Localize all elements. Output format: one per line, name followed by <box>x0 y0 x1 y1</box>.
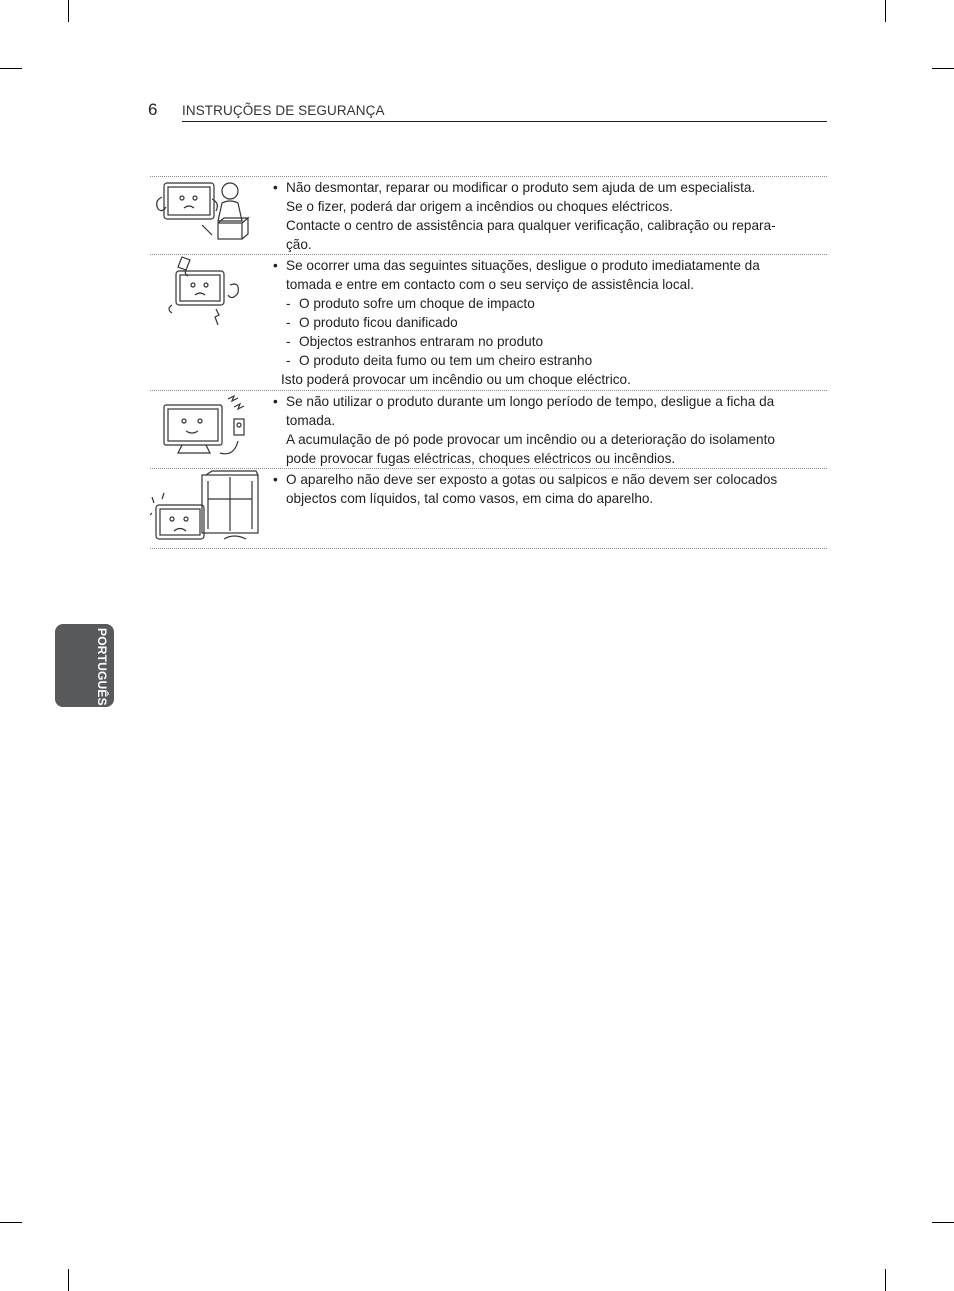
bullet-item: • Não desmontar, reparar ou modificar o produto sem ajuda de um especialista. <box>273 180 756 195</box>
body-text: objectos com líquidos, tal como vasos, em cima do aparelho. <box>286 491 654 506</box>
note-text: Isto poderá provocar um incêndio ou um choque eléctrico. <box>281 372 631 387</box>
safety-row <box>150 254 827 390</box>
bullet-item: • Se ocorrer uma das seguintes situações, desligue o produto imediatamente da <box>273 258 760 273</box>
bullet-text: Se ocorrer uma das seguintes situações, desligue o produto imediatamente da <box>286 258 760 273</box>
row-text <box>270 255 827 389</box>
bullet-text: Se não utilizar o produto durante um longo período de tempo, desligue a ficha da <box>286 394 775 409</box>
crop-mark <box>932 68 954 69</box>
bullet-item: • Se não utilizar o produto durante um longo período de tempo, desligue a ficha da <box>273 394 775 409</box>
crop-mark <box>885 1269 886 1291</box>
language-label: PORTUGUÊS <box>95 628 109 706</box>
row-text <box>270 391 827 468</box>
safety-table <box>150 176 827 549</box>
bullet-text: Não desmontar, reparar ou modificar o produto sem ajuda de um especialista. <box>286 180 756 195</box>
body-text: Se o fizer, poderá dar origem a incêndios ou choques eléctricos. <box>286 199 673 214</box>
crop-mark <box>68 1269 69 1291</box>
body-text: tomada. <box>286 413 336 428</box>
crop-mark <box>932 1222 954 1223</box>
dash-text: O produto ficou danificado <box>299 315 458 330</box>
header-rule <box>182 121 827 122</box>
row-text <box>270 177 827 254</box>
safety-row <box>150 176 827 254</box>
tv-unplug-icon <box>150 391 262 463</box>
dash-item: - O produto sofre um choque de impacto <box>286 296 535 311</box>
body-text: A acumulação de pó pode provocar um incêndio ou a deterioração do isolamento <box>286 432 775 447</box>
body-text: ção. <box>286 237 312 252</box>
bullet-item: • O aparelho não deve ser exposto a gotas ou salpicos e não devem ser colocados <box>273 472 778 487</box>
safety-row <box>150 390 827 468</box>
dash-text: Objectos estranhos entraram no produto <box>299 334 544 349</box>
crop-mark <box>0 68 22 69</box>
dash-text: O produto sofre um choque de impacto <box>299 296 535 311</box>
dash-item: - O produto deita fumo ou tem um cheiro estranho <box>286 353 593 368</box>
row-text <box>270 469 827 508</box>
body-text: Contacte o centro de assistência para qualquer verificação, calibração ou repara- <box>286 218 776 233</box>
crop-mark <box>0 1222 22 1223</box>
tv-damaged-smoke-icon <box>150 255 262 327</box>
tv-repair-warning-icon <box>150 177 262 249</box>
dash-item: - O produto ficou danificado <box>286 315 458 330</box>
bullet-text: O aparelho não deve ser exposto a gotas ou salpicos e não devem ser colocados <box>286 472 778 487</box>
safety-row <box>150 468 827 549</box>
section-title: INSTRUÇÕES DE SEGURANÇA <box>182 103 385 118</box>
page-number: 6 <box>148 100 158 119</box>
body-text: pode provocar fugas eléctricas, choques eléctricos ou incêndios. <box>286 451 676 466</box>
dash-item: - Objectos estranhos entraram no produto <box>286 334 544 349</box>
crop-mark <box>885 0 886 22</box>
body-text: tomada e entre em contacto com o seu serviço de assistência local. <box>286 277 695 292</box>
tv-water-splash-icon <box>150 469 262 547</box>
dash-text: O produto deita fumo ou tem um cheiro estranho <box>299 353 593 368</box>
crop-mark <box>68 0 69 22</box>
